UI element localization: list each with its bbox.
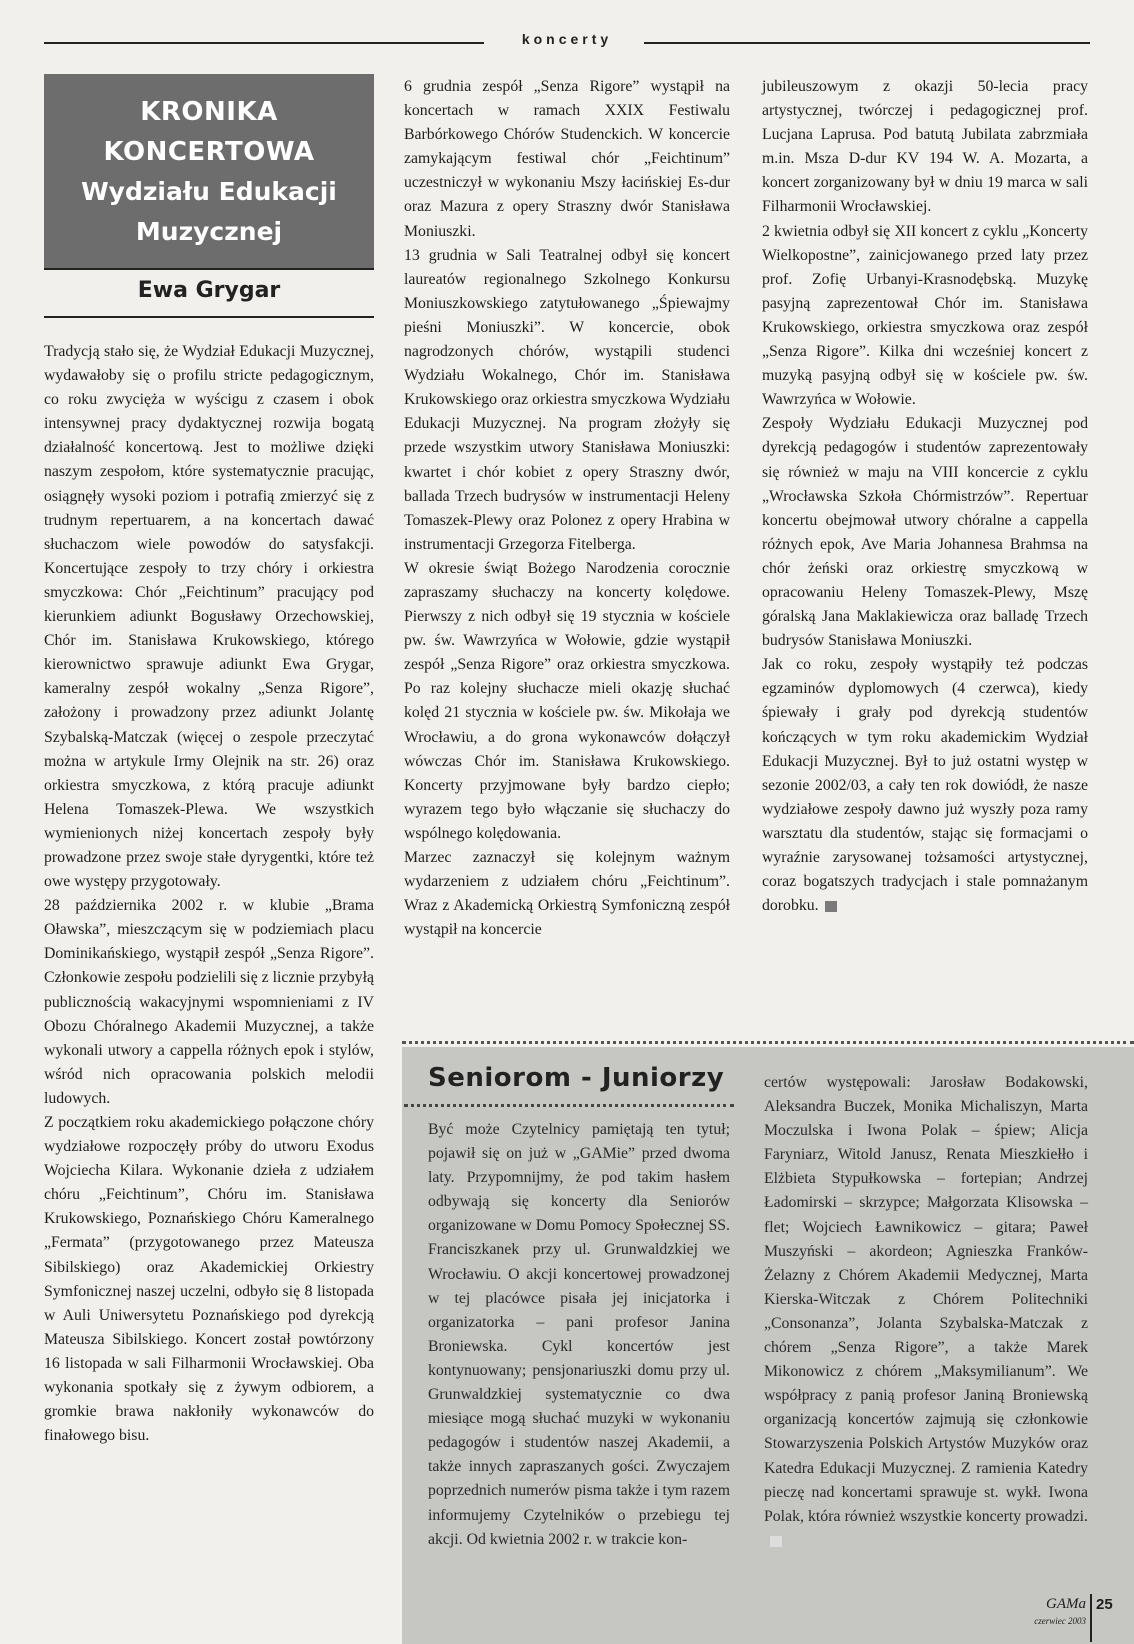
article-column-3 (762, 75, 1088, 918)
article-author: Ewa Grygar (137, 278, 281, 303)
article-title-line3: Wydziału Edukacji (81, 176, 337, 206)
article-paragraph: 6 grudnia zespół „Senza Rigore” wystąpił na koncertach w ramach XXIX Festiwalu Barbórkowego Chórów Studenckich. W koncercie zamykającym festiwal chór „Feichtinum” uczestniczył w wykonaniu Mszy łacińskiej Es-dur oraz Mazura z opery Straszny dwór Stanisława Moniuszki. (404, 78, 730, 240)
end-of-sidebar-icon (770, 1536, 782, 1547)
sidebar-text: Być może Czytelnicy pamiętają ten tytuł; pojawił się on już w „GAMie” przed dwoma laty. Przypomnijmy, że pod takim hasłem odbywają się koncerty dla Seniorów organizowane w Domu Pomocy Społecznej SS. Franciszkanek przy ul. Grunwaldzkiej we Wrocławiu. O akcji koncertowej prowadzonej w tej placówce pisała jej inicjatorka i organizatorka – pani profesor Janina Broniewska. Cykl koncertów jest kontynuowany; pensjonariuszki domu przy ul. Grunwaldzkiej systematycznie co dwa miesiące mogą słuchać muzyki w wykonaniu pedagogów i studentów naszej Akademii, a także innych zapraszanych gości. Zwyczajem poprzednich numerów pisma także i tym razem informujemy Czytelników o przebiegu tej akcji. Od kwietnia 2002 r. w trakcie kon- (428, 1121, 730, 1548)
section-label: koncerty (521, 31, 613, 47)
sidebar-column-2 (764, 1071, 1088, 1553)
sidebar-column-1 (428, 1118, 730, 1552)
footer-separator (1090, 1594, 1092, 1642)
article-title-box (44, 74, 374, 269)
article-paragraph: Z początkiem roku akademickiego połączone chóry wydziałowe rozpoczęły próby do utworu Exodus Wojciecha Kilara. Wykonanie dzieła z udziałem chóru „Feichtinum”, Chóru im. Stanisława Krukowskiego, Poznańskiego Chóru Kameralnego „Fermata” (przygotowanego przez Mateusza Sibilskiego) oraz Akademickiej Orkiestry Symfonicznej naszej uczelni, odbyło się 8 listopada w Auli Uniwersytetu Poznańskiego pod dyrekcją Mateusza Sibilskiego. Koncert został powtórzony 16 listopada w sali Filharmonii Wrocławskiej. Oba wykonania spotkały się z żywym odbiorem, a gromkie brawa nakłoniły wykonawców do finałowego bisu. (44, 1114, 374, 1445)
article-paragraph: 13 grudnia w Sali Teatralnej odbył się koncert laureatów regionalnego Szkolnego Konkursu Moniuszkowskiego zatytułowanego „Śpiewajmy pieśni Moniuszki”. W koncercie, obok nagrodzonych chórów, wystąpili studenci Wydziału Wokalnego, Chór im. Stanisława Krukowskiego oraz orkiestra smyczkowa Wydziału Edukacji Muzycznej. Na program złożyły się przede wszystkim utwory Stanisława Moniuszki: kwartet i chór kobiet z opery Straszny dwór, ballada Trzech budrysów w instrumentacji Heleny Tomaszek-Plewy oraz Polonez z opery Hrabina w instrumentacji Grzegorza Fitelberga. (404, 246, 731, 553)
header-rule-right (644, 42, 1090, 44)
article-column-1 (44, 340, 374, 1448)
page-number: 25 (1096, 1596, 1113, 1613)
sidebar-text: certów występowali: Jarosław Bodakowski, Aleksandra Buczek, Monika Michaliszyn, Marta Moczulska i Iwona Polak – śpiew; Alicja Faryniarz, Witold Janusz, Renata Mieszkiełło i Elżbieta Stypułkowska – fortepian; Andrzej Ładomirski – skrzypce; Małgorzata Klisowska – flet; Wojciech Ławnikowicz – gitara; Paweł Muszyński – akordeon; Agnieszka Franków-Żelazny z Chórem Akademii Medycznej, Marta Kierska-Witczak z Chórem Politechniki „Consonanza”, Jolanta Szybalska-Matczak z chórem „Senza Rigore”, a także Marek Mikonowicz z chórem „Maksymilianum”. We współpracy z panią profesor Janiną Broniewską organizacją koncertów zajmują się członkowie Stowarzyszenia Polskich Artystów Muzyków oraz Katedra Edukacji Muzycznej. Z ramienia Katedry pieczę nad koncertami sprawuje st. wykł. Iwona Polak, która również wszystkie koncerty prowadzi. (764, 1074, 1088, 1525)
article-paragraph: W okresie świąt Bożego Narodzenia corocznie zapraszamy słuchaczy na koncerty kolędowe. Pierwszy z nich odbył się 19 stycznia w kościele pw. św. Wawrzyńca w Wołowie, gdzie wystąpił zespół „Senza Rigore” oraz orkiestra smyczkowa. Po raz kolejny słuchacze mieli okazję słuchać kolęd 21 stycznia w kościele pw. św. Mikołaja we Wrocławiu, a do grona wykonawców dołączył wówczas Chór im. Stanisława Krukowskiego. Koncerty przyjmowane były bardzo ciepło; wyrazem tego było włączanie się słuchaczy do wspólnego kolędowania. (404, 559, 730, 842)
article-column-2 (404, 75, 730, 942)
author-rule-top (44, 268, 374, 270)
article-paragraph-last (762, 653, 1088, 918)
sidebar-title: Seniorom - Juniorzy (428, 1063, 725, 1093)
article-paragraph: jubileuszowym z okazji 50-lecia pracy artystycznej, twórczej i pedagogicznej prof. Lucjana Laprusa. Pod batutą Jubilata zabrzmiała m.in. Msza D-dur KV 194 W. A. Mozarta, a koncert zorganizowany był w dniu 19 marca w sali Filharmonii Wrocławskiej. (762, 78, 1088, 216)
article-paragraph: 2 kwietnia odbył się XII koncert z cyklu „Koncerty Wielkopostne”, zainicjowanego przed laty przez prof. Zofię Urbanyi-Krasnodębską. Muzykę pasyjną zaprezentował Chór im. Stanisława Krukowskiego, orkiestra smyczkowa oraz zespół „Senza Rigore”. Kilka dni wcześniej koncert z muzyką pasyjną odbył się w kościele pw. św. Wawrzyńca w Wołowie. (762, 222, 1088, 409)
issue-date: czerwiec 2003 (1034, 1616, 1086, 1626)
author-rule-bottom (44, 316, 374, 318)
article-paragraph: 28 października 2002 r. w klubie „Brama Oławska”, mieszczącym się w podziemiach placu Dominikańskiego, wystąpił zespół „Senza Rigore”. Członkowie zespołu podzielili się z licznie przybyłą publicznością wakacyjnymi wspomnieniami z IV Obozu Chóralnego Akademii Muzycznej, a także wykonali utwory a cappella różnych epok i stylów, wśród nich opracowania polskich melodii ludowych. (44, 897, 374, 1107)
article-title-line1: KRONIKA (140, 96, 278, 127)
article-title-line2: KONCERTOWA (103, 136, 315, 167)
article-title-line4: Muzycznej (135, 216, 283, 246)
sidebar-title-underline (404, 1104, 734, 1107)
article-paragraph: Zespoły Wydziału Edukacji Muzycznej pod dyrekcją pedagogów i studentów zaprezentowały się również w maju na VIII koncercie z cyklu „Wrocławska Szkoła Chórmistrzów”. Repertuar koncertu obejmował utwory chóralne a cappella różnych epok, Ave Maria Johannesa Brahmsa na chór żeński oraz orkiestrę smyczkową w opracowaniu Heleny Tomaszek-Plewy, Mszę góralską Jana Maklakiewicza oraz balladę Trzech budrysów Stanisława Moniuszki. (762, 415, 1088, 650)
end-of-article-icon (825, 901, 837, 912)
article-paragraph: Tradycją stało się, że Wydział Edukacji Muzycznej, wydawałoby się o profilu stricte pedagogicznym, co roku zwycięża w wyścigu z czasem i obok intensywnej pracy dydaktycznej rozwija bogatą działalność koncertową. Jest to możliwe dzięki naszym zespołom, które systematycznie pracując, osiągnęły wysoki poziom i potrafią zmierzyć się z trudnym repertuarem, a na koncertach dawać słuchaczom wiele powodów do satysfakcji. Koncertujące zespoły to trzy chóry i orkiestra smyczkowa: Chór „Feichtinum” pracujący pod kierunkiem adiunkt Bogusławy Orzechowskiej, Chór im. Stanisława Krukowskiego, którego kierownictwo sprawuje adiunkt Ewa Grygar, kameralny zespół wokalny „Senza Rigore”, założony i prowadzony przez adiunkt Jolantę Szybalską-Matczak (więcej o zespole przeczytać można w artykule Irmy Olejnik na str. 26) oraz orkiestra smyczkowa, z którą pracuje adiunkt Helena Tomaszek-Plewa. We wszystkich wymienionych niżej koncertach zespoły były prowadzone przez swoje stałe dyrygentki, które też owe występy przygotowały. (44, 343, 374, 891)
article-paragraph: Marzec zaznaczył się kolejnym ważnym wydarzeniem z udziałem chóru „Feichtinum”. Wraz z Akademicką Orkiestrą Symfoniczną zespół wystąpił na koncercie (404, 849, 730, 939)
magazine-brand: GAMa (1046, 1596, 1086, 1612)
sidebar-dotted-rule (402, 1041, 1134, 1044)
article-last-text: Jak co roku, zespoły wystąpiły też podczas egzaminów dyplomowych (4 czerwca), kiedy śpiewały i grały pod dyrekcją studentów kończących w tym roku akademickim Wydział Edukacji Muzycznej. Był to już ostatni występ w sezonie 2002/03, a cały ten rok dowiódł, że nasze wydziałowe zespoły dawno już wyszły poza ramy warsztatu dla studentów, stając się formacjami o wyraźnie zarysowanej tożsamości artystycznej, coraz bogatszych tradycjach i stale pomnażanym dorobku. (762, 656, 1088, 915)
